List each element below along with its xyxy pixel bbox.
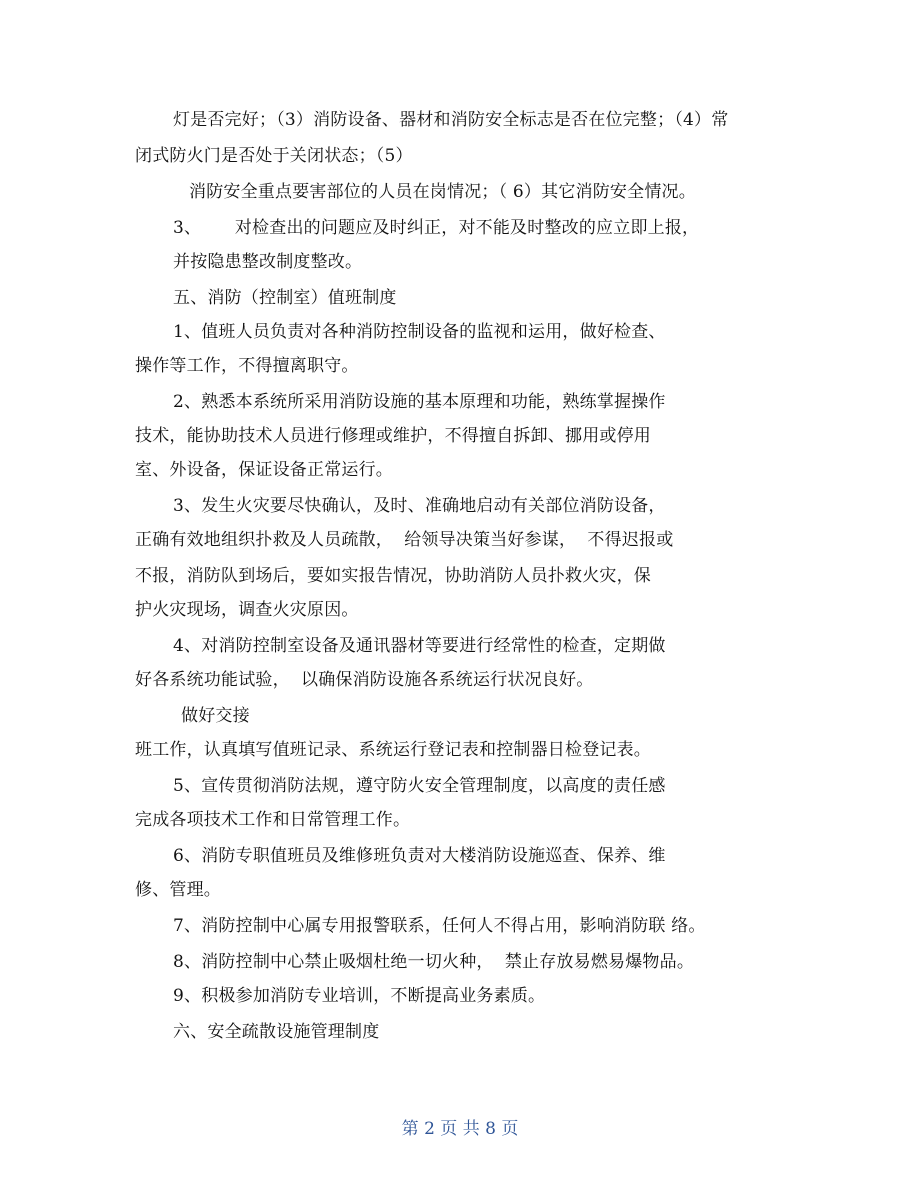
paragraph-line: 3、发生火灾要尽快确认，及时、准确地启动有关部位消防设备， [173,496,666,516]
paragraph-line: 1、值班人员负责对各种消防控制设备的监视和运用，做好检查、 [173,322,666,342]
paragraph-line: 正确有效地组织扑救及人员疏散， 给领导决策当好参谋， 不得迟报或 [135,530,674,550]
paragraph-line: 修、管理。 [135,880,221,900]
paragraph-line: 2、熟悉本系统所采用消防设施的基本原理和功能，熟练掌握操作 [173,392,666,412]
paragraph-line: 5、宣传贯彻消防法规，遵守防火安全管理制度，以高度的责任感 [173,776,666,796]
paragraph-line: 完成各项技术工作和日常管理工作。 [135,810,411,830]
paragraph-line: 4、对消防控制室设备及通讯器材等要进行经常性的检查，定期做 [173,636,666,656]
paragraph-line: 6、消防专职值班员及维修班负责对大楼消防设施巡查、保养、维 [173,846,666,866]
paragraph-line: 闭式防火门是否处于关闭状态；（5） [135,146,413,166]
paragraph-line: 3、 对检查出的问题应及时纠正，对不能及时整改的应立即上报， [173,218,700,238]
section-heading: 五、消防（控制室）值班制度 [173,288,397,308]
paragraph-line: 室、外设备，保证设备正常运行。 [135,460,393,480]
paragraph-line: 技术，能协助技术人员进行修理或维护，不得擅自拆卸、挪用或停用 [135,426,651,446]
paragraph-line: 不报，消防队到场后，要如实报告情况，协助消防人员扑救火灾，保 [135,566,651,586]
paragraph-line: 消防安全重点要害部位的人员在岗情况；（ 6）其它消防安全情况。 [189,182,696,202]
paragraph-line: 护火灾现场，调查火灾原因。 [135,600,359,620]
paragraph-line: 好各系统功能试验， 以确保消防设施各系统运行状况良好。 [135,670,594,690]
page-number-footer: 第 2 页 共 8 页 [401,1119,519,1139]
paragraph-line: 做好交接 [181,706,250,726]
paragraph-line: 灯是否完好；（3）消防设备、器材和消防安全标志是否在位完整；（4）常 [173,110,729,130]
paragraph-line: 操作等工作，不得擅离职守。 [135,356,359,376]
paragraph-line: 7、消防控制中心属专用报警联系，任何人不得占用，影响消防联 络。 [173,916,706,936]
paragraph-line: 班工作，认真填写值班记录、系统运行登记表和控制器日检登记表。 [135,740,651,760]
paragraph-line: 9、积极参加消防专业培训，不断提高业务素质。 [173,986,546,1006]
section-heading: 六、安全疏散设施管理制度 [173,1022,380,1042]
paragraph-line: 并按隐患整改制度整改。 [173,252,363,272]
paragraph-line: 8、消防控制中心禁止吸烟杜绝一切火种， 禁止存放易燃易爆物品。 [173,952,695,972]
